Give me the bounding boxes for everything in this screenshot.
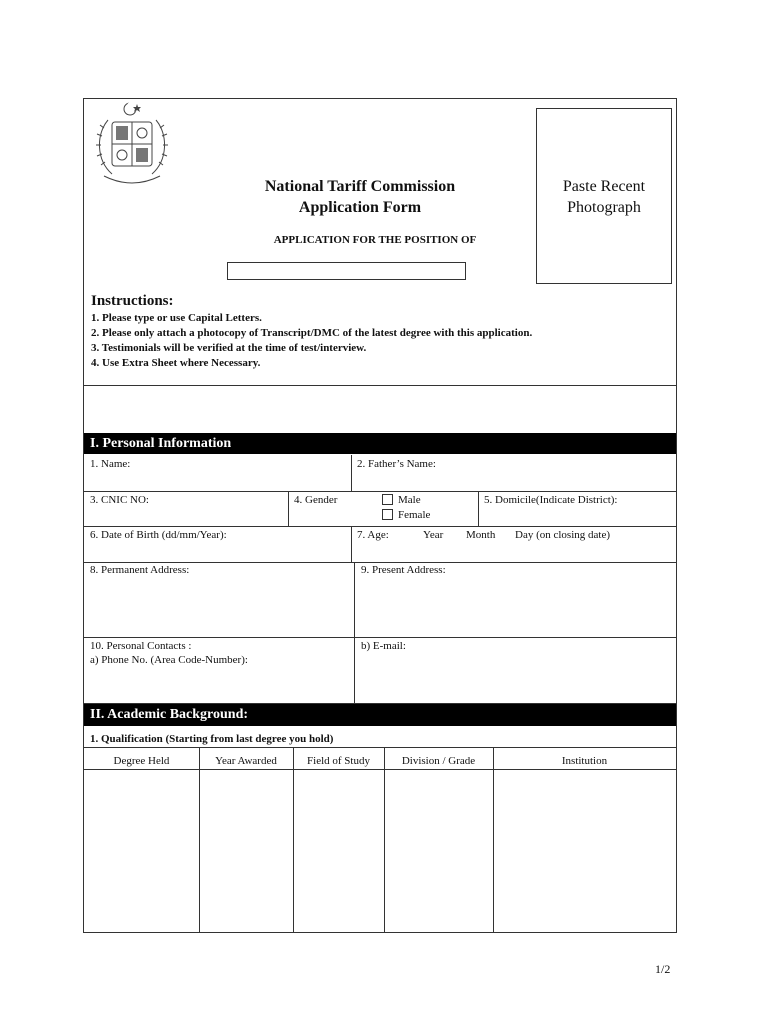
father-name-field[interactable]: 2. Father’s Name: (357, 458, 436, 470)
email-field[interactable]: b) E-mail: (361, 640, 406, 652)
male-checkbox[interactable] (382, 494, 393, 505)
photo-line-1: Paste Recent (562, 178, 646, 195)
age-label: 7. Age: (357, 529, 389, 541)
cnic-field[interactable]: 3. CNIC NO: (90, 494, 149, 506)
col-divider (493, 747, 494, 933)
female-label: Female (398, 509, 431, 521)
photo-box (536, 108, 672, 284)
male-label: Male (398, 494, 421, 506)
col-divider (288, 491, 289, 526)
column-header-year: Year Awarded (215, 755, 277, 767)
qualification-label: 1. Qualification (Starting from last degree you hold) (90, 733, 334, 745)
domicile-field[interactable]: 5. Domicile(Indicate District): (484, 494, 618, 506)
org-title: National Tariff Commission (264, 178, 456, 195)
age-day-field[interactable]: Day (on closing date) (515, 529, 610, 541)
dob-field[interactable]: 6. Date of Birth (dd/mm/Year): (90, 529, 227, 541)
gender-label: 4. Gender (294, 494, 338, 506)
page-number: 1/2 (655, 962, 671, 976)
contacts-label: 10. Personal Contacts : (90, 640, 192, 652)
col-divider (351, 526, 352, 562)
instruction-item: 3. Testimonials will be verified at the time of test/interview. (91, 342, 367, 354)
permanent-address-field[interactable]: 8. Permanent Address: (90, 564, 190, 576)
position-label: APPLICATION FOR THE POSITION OF (273, 234, 477, 246)
name-field[interactable]: 1. Name: (90, 458, 131, 470)
row-divider (84, 491, 676, 492)
instructions-heading: Instructions: (91, 293, 174, 309)
age-year-field[interactable]: Year (423, 529, 444, 541)
instruction-item: 2. Please only attach a photocopy of Transcript/DMC of the latest degree with this application. (91, 327, 533, 339)
col-divider (354, 562, 355, 703)
form-title: Application Form (298, 199, 422, 216)
column-header-institution: Institution (561, 755, 608, 767)
col-divider (384, 747, 385, 933)
col-divider (351, 455, 352, 491)
academic-heading: II. Academic Background: (84, 704, 676, 726)
personal-info-heading: I. Personal Information (84, 433, 676, 454)
column-header-division: Division / Grade (401, 755, 476, 767)
age-month-field[interactable]: Month (466, 529, 496, 541)
row-divider (84, 747, 676, 748)
column-header-field: Field of Study (307, 755, 370, 767)
row-divider (84, 526, 676, 527)
position-input[interactable] (227, 262, 466, 280)
row-divider (84, 637, 676, 638)
column-header-degree: Degree Held (113, 755, 170, 767)
col-divider (293, 747, 294, 933)
row-divider (84, 562, 676, 563)
divider (84, 385, 676, 386)
female-checkbox[interactable] (382, 509, 393, 520)
photo-line-2: Photograph (567, 199, 641, 216)
col-divider (478, 491, 479, 526)
row-divider (84, 769, 676, 770)
present-address-field[interactable]: 9. Present Address: (361, 564, 446, 576)
instruction-item: 4. Use Extra Sheet where Necessary. (91, 357, 261, 369)
phone-field[interactable]: a) Phone No. (Area Code-Number): (90, 654, 248, 666)
instruction-item: 1. Please type or use Capital Letters. (91, 312, 262, 324)
col-divider (199, 747, 200, 933)
